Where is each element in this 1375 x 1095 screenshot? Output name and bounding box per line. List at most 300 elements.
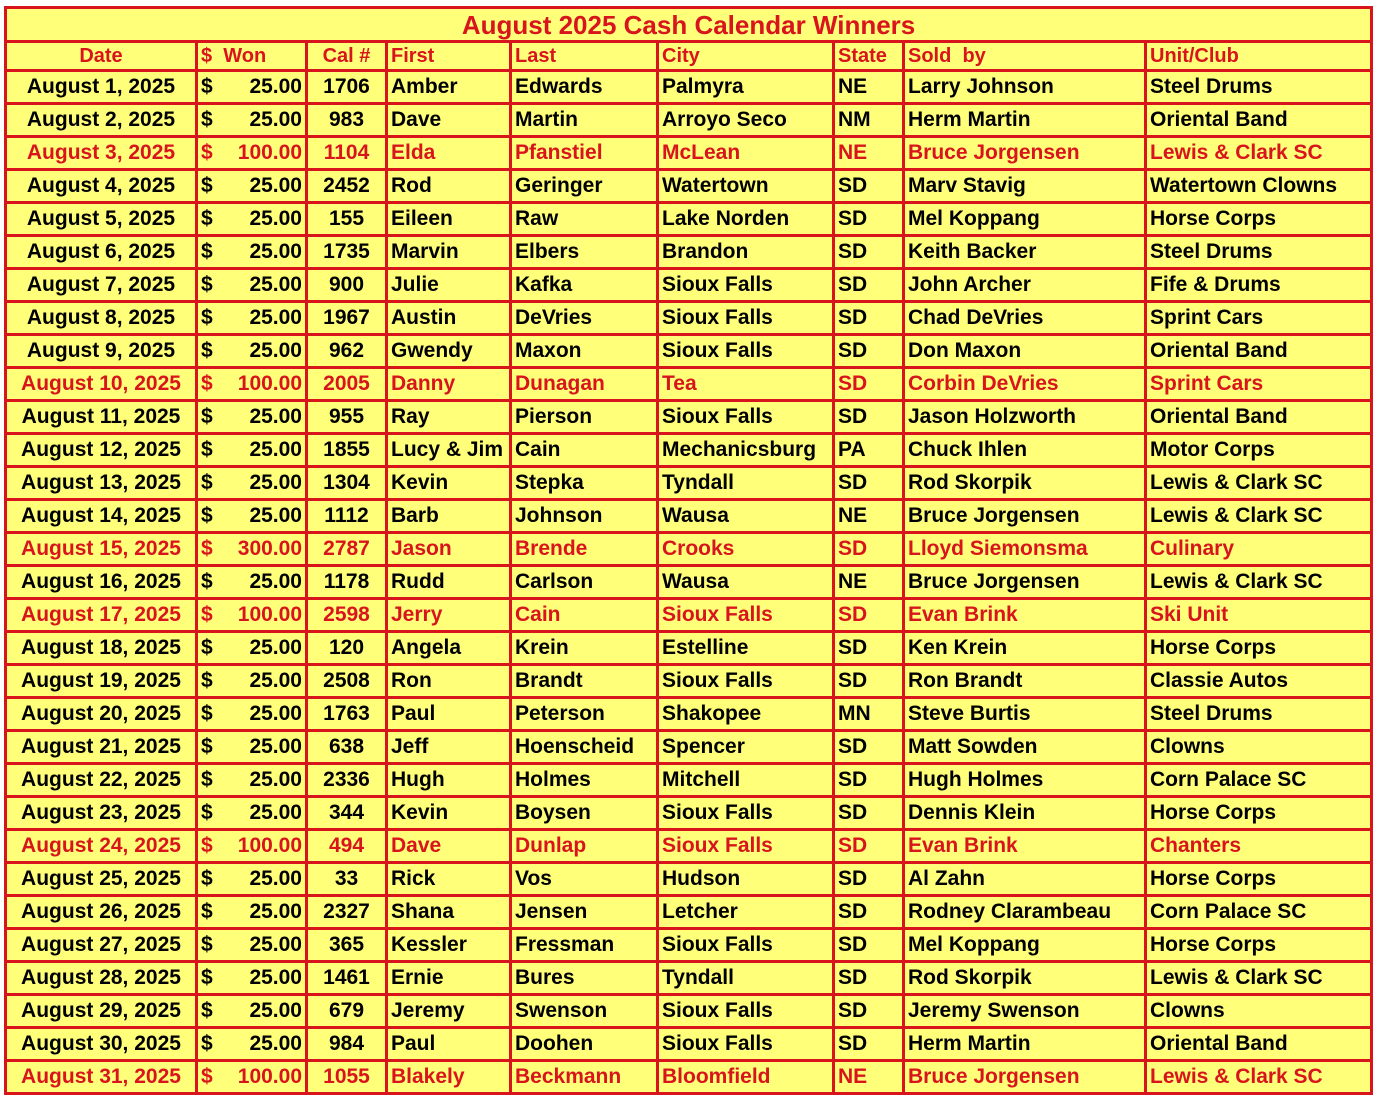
- cell-won: [197, 533, 307, 566]
- won-amount: [201, 867, 302, 891]
- cell-unit-club: Motor Corps: [1146, 434, 1372, 467]
- cell-last-name: Carlson: [511, 566, 658, 599]
- header-first: First: [387, 42, 511, 71]
- cell-first-name: Kevin: [387, 797, 511, 830]
- table-row: [6, 401, 1372, 434]
- cell-won: [197, 863, 307, 896]
- cell-won: [197, 665, 307, 698]
- table-body: [6, 71, 1372, 1094]
- cell-unit-club: Oriental Band: [1146, 335, 1372, 368]
- won-amount: [201, 141, 302, 165]
- amount-value: 25.00: [249, 240, 302, 263]
- cell-last-name: Pfanstiel: [511, 137, 658, 170]
- cell-cal-number: 2452: [307, 170, 387, 203]
- cell-last-name: Pierson: [511, 401, 658, 434]
- cell-state: SD: [834, 599, 904, 632]
- cell-first-name: Jason: [387, 533, 511, 566]
- cell-sold-by: Larry Johnson: [904, 71, 1146, 104]
- cell-first-name: Angela: [387, 632, 511, 665]
- cell-city: Wausa: [658, 566, 834, 599]
- amount-value: 25.00: [249, 471, 302, 494]
- currency-symbol: $: [201, 1032, 213, 1055]
- cell-last-name: Peterson: [511, 698, 658, 731]
- cell-first-name: Shana: [387, 896, 511, 929]
- cell-last-name: Martin: [511, 104, 658, 137]
- cell-city: Hudson: [658, 863, 834, 896]
- currency-symbol: $: [201, 702, 213, 725]
- won-amount: [201, 471, 302, 495]
- won-amount: [201, 504, 302, 528]
- cell-unit-club: Watertown Clowns: [1146, 170, 1372, 203]
- cell-last-name: Brende: [511, 533, 658, 566]
- cell-city: Spencer: [658, 731, 834, 764]
- cell-sold-by: Steve Burtis: [904, 698, 1146, 731]
- cell-last-name: Beckmann: [511, 1061, 658, 1094]
- cell-unit-club: Lewis & Clark SC: [1146, 962, 1372, 995]
- cell-state: SD: [834, 764, 904, 797]
- cell-sold-by: Rod Skorpik: [904, 962, 1146, 995]
- cell-sold-by: Dennis Klein: [904, 797, 1146, 830]
- cell-won: [197, 170, 307, 203]
- cell-last-name: Maxon: [511, 335, 658, 368]
- cell-last-name: Raw: [511, 203, 658, 236]
- cell-date: August 7, 2025: [6, 269, 197, 302]
- currency-symbol: $: [201, 669, 213, 692]
- cell-sold-by: Lloyd Siemonsma: [904, 533, 1146, 566]
- cell-first-name: Lucy & Jim: [387, 434, 511, 467]
- cell-first-name: Rudd: [387, 566, 511, 599]
- cell-date: August 17, 2025: [6, 599, 197, 632]
- currency-symbol: $: [201, 768, 213, 791]
- won-amount: [201, 702, 302, 726]
- cell-date: August 22, 2025: [6, 764, 197, 797]
- cell-won: [197, 137, 307, 170]
- cell-state: SD: [834, 830, 904, 863]
- cell-won: [197, 566, 307, 599]
- cell-cal-number: 900: [307, 269, 387, 302]
- table-row: [6, 236, 1372, 269]
- currency-symbol: $: [201, 570, 213, 593]
- cell-last-name: Edwards: [511, 71, 658, 104]
- cell-won: [197, 1028, 307, 1061]
- currency-symbol: $: [201, 537, 213, 560]
- cell-state: SD: [834, 1028, 904, 1061]
- cell-won: [197, 599, 307, 632]
- cell-unit-club: Lewis & Clark SC: [1146, 1061, 1372, 1094]
- table-row: [6, 599, 1372, 632]
- table-row: [6, 731, 1372, 764]
- cell-sold-by: John Archer: [904, 269, 1146, 302]
- cell-sold-by: Herm Martin: [904, 104, 1146, 137]
- currency-symbol: $: [201, 141, 213, 164]
- header-unit: Unit/Club: [1146, 42, 1372, 71]
- cell-cal-number: 120: [307, 632, 387, 665]
- currency-symbol: $: [201, 966, 213, 989]
- cell-last-name: Kafka: [511, 269, 658, 302]
- cell-cal-number: 1461: [307, 962, 387, 995]
- cell-sold-by: Bruce Jorgensen: [904, 1061, 1146, 1094]
- cell-first-name: Eileen: [387, 203, 511, 236]
- cell-state: SD: [834, 731, 904, 764]
- won-amount: [201, 273, 302, 297]
- cell-first-name: Kessler: [387, 929, 511, 962]
- won-amount: [201, 537, 302, 561]
- cell-first-name: Ernie: [387, 962, 511, 995]
- currency-symbol: $: [201, 735, 213, 758]
- cell-date: August 15, 2025: [6, 533, 197, 566]
- winners-table: [4, 6, 1373, 1095]
- amount-value: 100.00: [237, 834, 302, 857]
- cell-first-name: Jeremy: [387, 995, 511, 1028]
- cell-first-name: Dave: [387, 830, 511, 863]
- amount-value: 25.00: [249, 207, 302, 230]
- cell-first-name: Austin: [387, 302, 511, 335]
- cell-city: Tyndall: [658, 467, 834, 500]
- cell-state: SD: [834, 302, 904, 335]
- cell-last-name: Cain: [511, 434, 658, 467]
- cell-first-name: Paul: [387, 1028, 511, 1061]
- currency-symbol: $: [201, 174, 213, 197]
- cell-state: SD: [834, 929, 904, 962]
- cell-state: SD: [834, 401, 904, 434]
- cell-unit-club: Steel Drums: [1146, 698, 1372, 731]
- title-row: [6, 8, 1372, 42]
- amount-value: 25.00: [249, 702, 302, 725]
- cell-cal-number: 1178: [307, 566, 387, 599]
- cell-date: August 5, 2025: [6, 203, 197, 236]
- amount-value: 25.00: [249, 108, 302, 131]
- cell-last-name: Dunagan: [511, 368, 658, 401]
- cell-unit-club: Corn Palace SC: [1146, 764, 1372, 797]
- amount-value: 25.00: [249, 933, 302, 956]
- cell-date: August 30, 2025: [6, 1028, 197, 1061]
- cell-state: NE: [834, 566, 904, 599]
- cell-city: Sioux Falls: [658, 929, 834, 962]
- table-row: [6, 665, 1372, 698]
- header-date: Date: [6, 42, 197, 71]
- amount-value: 25.00: [249, 306, 302, 329]
- table-row: [6, 137, 1372, 170]
- cell-sold-by: Don Maxon: [904, 335, 1146, 368]
- amount-value: 25.00: [249, 867, 302, 890]
- currency-symbol: $: [201, 240, 213, 263]
- header-won: $ Won: [197, 42, 307, 71]
- cell-state: SD: [834, 665, 904, 698]
- cell-date: August 12, 2025: [6, 434, 197, 467]
- cell-cal-number: 638: [307, 731, 387, 764]
- cell-state: SD: [834, 170, 904, 203]
- amount-value: 100.00: [237, 603, 302, 626]
- cell-city: Letcher: [658, 896, 834, 929]
- amount-value: 25.00: [249, 438, 302, 461]
- cell-city: Wausa: [658, 500, 834, 533]
- header-state: State: [834, 42, 904, 71]
- won-amount: [201, 636, 302, 660]
- cell-unit-club: Sprint Cars: [1146, 302, 1372, 335]
- won-amount: [201, 669, 302, 693]
- cell-state: SD: [834, 797, 904, 830]
- cell-date: August 2, 2025: [6, 104, 197, 137]
- cell-cal-number: 983: [307, 104, 387, 137]
- cell-won: [197, 929, 307, 962]
- cell-won: [197, 335, 307, 368]
- cell-city: Palmyra: [658, 71, 834, 104]
- cell-won: [197, 269, 307, 302]
- cell-won: [197, 203, 307, 236]
- cell-unit-club: Horse Corps: [1146, 929, 1372, 962]
- amount-value: 25.00: [249, 75, 302, 98]
- cell-city: Sioux Falls: [658, 302, 834, 335]
- cell-cal-number: 155: [307, 203, 387, 236]
- cell-date: August 16, 2025: [6, 566, 197, 599]
- cell-city: Lake Norden: [658, 203, 834, 236]
- table-title: August 2025 Cash Calendar Winners: [6, 8, 1372, 42]
- cell-last-name: Fressman: [511, 929, 658, 962]
- cell-cal-number: 2336: [307, 764, 387, 797]
- cell-city: McLean: [658, 137, 834, 170]
- table-row: [6, 1061, 1372, 1094]
- cell-date: August 19, 2025: [6, 665, 197, 698]
- cell-date: August 21, 2025: [6, 731, 197, 764]
- currency-symbol: $: [201, 504, 213, 527]
- cell-cal-number: 365: [307, 929, 387, 962]
- cell-first-name: Marvin: [387, 236, 511, 269]
- cell-last-name: Doohen: [511, 1028, 658, 1061]
- cell-won: [197, 236, 307, 269]
- cell-unit-club: Ski Unit: [1146, 599, 1372, 632]
- currency-symbol: $: [201, 339, 213, 362]
- amount-value: 300.00: [237, 537, 302, 560]
- cell-date: August 9, 2025: [6, 335, 197, 368]
- cell-sold-by: Rod Skorpik: [904, 467, 1146, 500]
- cell-last-name: Jensen: [511, 896, 658, 929]
- cell-city: Sioux Falls: [658, 665, 834, 698]
- cell-cal-number: 1304: [307, 467, 387, 500]
- cell-city: Estelline: [658, 632, 834, 665]
- currency-symbol: $: [201, 603, 213, 626]
- cell-unit-club: Horse Corps: [1146, 203, 1372, 236]
- table-row: [6, 830, 1372, 863]
- currency-symbol: $: [201, 372, 213, 395]
- cell-date: August 6, 2025: [6, 236, 197, 269]
- cell-state: SD: [834, 863, 904, 896]
- cell-cal-number: 2598: [307, 599, 387, 632]
- won-amount: [201, 801, 302, 825]
- amount-value: 25.00: [249, 339, 302, 362]
- cell-first-name: Hugh: [387, 764, 511, 797]
- cell-last-name: DeVries: [511, 302, 658, 335]
- table-row: [6, 71, 1372, 104]
- cell-last-name: Bures: [511, 962, 658, 995]
- cell-sold-by: Chuck Ihlen: [904, 434, 1146, 467]
- cell-city: Sioux Falls: [658, 995, 834, 1028]
- table-row: [6, 269, 1372, 302]
- table-row: [6, 170, 1372, 203]
- cell-won: [197, 467, 307, 500]
- currency-symbol: $: [201, 273, 213, 296]
- currency-symbol: $: [201, 636, 213, 659]
- currency-symbol: $: [201, 834, 213, 857]
- cell-city: Sioux Falls: [658, 269, 834, 302]
- cell-date: August 10, 2025: [6, 368, 197, 401]
- cell-unit-club: Classie Autos: [1146, 665, 1372, 698]
- cell-first-name: Paul: [387, 698, 511, 731]
- cell-city: Tyndall: [658, 962, 834, 995]
- cell-city: Tea: [658, 368, 834, 401]
- cell-sold-by: Hugh Holmes: [904, 764, 1146, 797]
- cell-date: August 1, 2025: [6, 71, 197, 104]
- amount-value: 25.00: [249, 768, 302, 791]
- cell-first-name: Amber: [387, 71, 511, 104]
- cell-cal-number: 1763: [307, 698, 387, 731]
- cell-unit-club: Oriental Band: [1146, 1028, 1372, 1061]
- cell-unit-club: Horse Corps: [1146, 632, 1372, 665]
- cell-won: [197, 830, 307, 863]
- cell-sold-by: Rodney Clarambeau: [904, 896, 1146, 929]
- cell-date: August 28, 2025: [6, 962, 197, 995]
- won-amount: [201, 999, 302, 1023]
- cell-won: [197, 962, 307, 995]
- won-amount: [201, 75, 302, 99]
- currency-symbol: $: [201, 999, 213, 1022]
- won-amount: [201, 735, 302, 759]
- cell-cal-number: 2787: [307, 533, 387, 566]
- won-amount: [201, 438, 302, 462]
- table-row: [6, 1028, 1372, 1061]
- cell-city: Sioux Falls: [658, 401, 834, 434]
- cell-won: [197, 698, 307, 731]
- cell-sold-by: Al Zahn: [904, 863, 1146, 896]
- cell-unit-club: Horse Corps: [1146, 863, 1372, 896]
- cell-unit-club: Clowns: [1146, 731, 1372, 764]
- cell-first-name: Kevin: [387, 467, 511, 500]
- cell-won: [197, 764, 307, 797]
- table-row: [6, 203, 1372, 236]
- cell-date: August 31, 2025: [6, 1061, 197, 1094]
- cell-state: SD: [834, 632, 904, 665]
- header-sold-by: Sold by: [904, 42, 1146, 71]
- cell-last-name: Krein: [511, 632, 658, 665]
- table-row: [6, 797, 1372, 830]
- cell-sold-by: Mel Koppang: [904, 203, 1146, 236]
- table-row: [6, 863, 1372, 896]
- amount-value: 25.00: [249, 174, 302, 197]
- amount-value: 25.00: [249, 636, 302, 659]
- amount-value: 100.00: [237, 372, 302, 395]
- cell-cal-number: 2508: [307, 665, 387, 698]
- cell-sold-by: Jason Holzworth: [904, 401, 1146, 434]
- cell-won: [197, 1061, 307, 1094]
- cell-unit-club: Clowns: [1146, 995, 1372, 1028]
- amount-value: 25.00: [249, 273, 302, 296]
- cell-won: [197, 500, 307, 533]
- cell-unit-club: Sprint Cars: [1146, 368, 1372, 401]
- cell-unit-club: Steel Drums: [1146, 71, 1372, 104]
- currency-symbol: $: [201, 471, 213, 494]
- currency-symbol: $: [201, 933, 213, 956]
- cell-state: NE: [834, 137, 904, 170]
- won-amount: [201, 240, 302, 264]
- table-row: [6, 302, 1372, 335]
- cell-state: SD: [834, 368, 904, 401]
- cell-last-name: Stepka: [511, 467, 658, 500]
- cell-first-name: Jerry: [387, 599, 511, 632]
- cell-last-name: Cain: [511, 599, 658, 632]
- cell-state: NM: [834, 104, 904, 137]
- cell-city: Mitchell: [658, 764, 834, 797]
- amount-value: 25.00: [249, 405, 302, 428]
- cell-first-name: Barb: [387, 500, 511, 533]
- cell-state: SD: [834, 335, 904, 368]
- cell-date: August 4, 2025: [6, 170, 197, 203]
- cell-first-name: Blakely: [387, 1061, 511, 1094]
- table-row: [6, 698, 1372, 731]
- cell-date: August 23, 2025: [6, 797, 197, 830]
- cell-state: NE: [834, 500, 904, 533]
- cell-state: NE: [834, 71, 904, 104]
- table-row: [6, 962, 1372, 995]
- table-row: [6, 533, 1372, 566]
- cell-city: Sioux Falls: [658, 1028, 834, 1061]
- cell-state: SD: [834, 962, 904, 995]
- won-amount: [201, 405, 302, 429]
- cell-first-name: Jeff: [387, 731, 511, 764]
- currency-symbol: $: [201, 75, 213, 98]
- amount-value: 100.00: [237, 1065, 302, 1088]
- cell-date: August 13, 2025: [6, 467, 197, 500]
- header-city: City: [658, 42, 834, 71]
- cell-date: August 14, 2025: [6, 500, 197, 533]
- cell-won: [197, 302, 307, 335]
- table-row: [6, 500, 1372, 533]
- cell-cal-number: 679: [307, 995, 387, 1028]
- cell-won: [197, 368, 307, 401]
- cell-last-name: Holmes: [511, 764, 658, 797]
- won-amount: [201, 1065, 302, 1089]
- cell-unit-club: Culinary: [1146, 533, 1372, 566]
- amount-value: 100.00: [237, 141, 302, 164]
- cell-city: Shakopee: [658, 698, 834, 731]
- cell-won: [197, 434, 307, 467]
- cell-first-name: Rick: [387, 863, 511, 896]
- cell-unit-club: Fife & Drums: [1146, 269, 1372, 302]
- won-amount: [201, 768, 302, 792]
- amount-value: 25.00: [249, 801, 302, 824]
- cell-sold-by: Chad DeVries: [904, 302, 1146, 335]
- cell-state: SD: [834, 269, 904, 302]
- cell-first-name: Ray: [387, 401, 511, 434]
- cell-state: MN: [834, 698, 904, 731]
- won-amount: [201, 900, 302, 924]
- cell-state: SD: [834, 236, 904, 269]
- cell-cal-number: 1706: [307, 71, 387, 104]
- cell-date: August 18, 2025: [6, 632, 197, 665]
- cell-first-name: Rod: [387, 170, 511, 203]
- amount-value: 25.00: [249, 900, 302, 923]
- won-amount: [201, 207, 302, 231]
- won-amount: [201, 372, 302, 396]
- cell-cal-number: 494: [307, 830, 387, 863]
- cell-won: [197, 104, 307, 137]
- cell-date: August 20, 2025: [6, 698, 197, 731]
- header-row: [6, 42, 1372, 71]
- cell-cal-number: 984: [307, 1028, 387, 1061]
- cell-unit-club: Lewis & Clark SC: [1146, 566, 1372, 599]
- currency-symbol: $: [201, 867, 213, 890]
- cell-cal-number: 1112: [307, 500, 387, 533]
- cell-won: [197, 71, 307, 104]
- won-amount: [201, 966, 302, 990]
